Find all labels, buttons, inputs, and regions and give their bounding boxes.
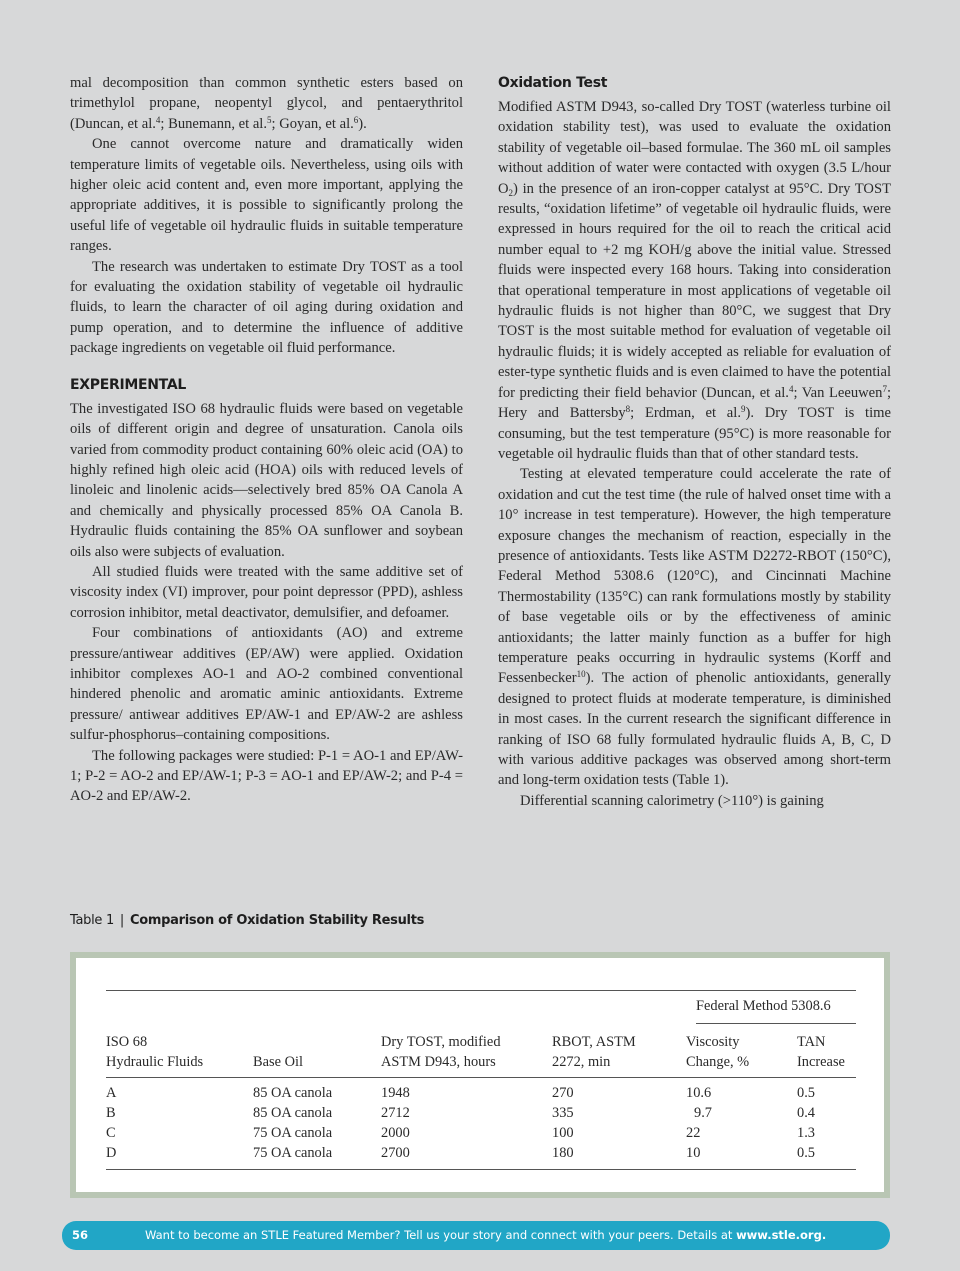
table-bottom-rule bbox=[106, 1169, 856, 1170]
table-row: C 75 OA canola 2000 100 22 1.3 bbox=[106, 1125, 815, 1141]
table-header-cell: ISO 68 Hydraulic Fluids bbox=[106, 1034, 204, 1070]
right-column bbox=[498, 73, 891, 811]
table-frame bbox=[70, 952, 890, 1198]
table-header-cell: Base Oil bbox=[253, 1054, 303, 1070]
left-paragraph-4: The investigated ISO 68 hydraulic fluids were based on vegetable oils of different origin and degree of unsaturation. Canola oils varied from commodity product containing 60% oleic acid (OA) to highly refined high oleic acid (HOA) oils with reduced levels of linoleic and linolenic acids—selectively bred 85% OA Canola A and chemically and physically processed 85% OA Canola B. Hydraulic fluids containing the 85% OA sunflower and soybean oils also were subjects of evaluation. bbox=[70, 400, 463, 560]
table-header-cell: Viscosity Change, % bbox=[686, 1034, 750, 1070]
right-paragraph-1: Modified ASTM D943, so-called Dry TOST (waterless turbine oil oxidation stability test), was used to evaluate the oxidation stability of vegetable oil–based formulae. The 360 mL oil samples without addition of water were contacted with oxygen (3.5 L/hour $O_2$) in the presence of an iron-copper catalyst at 95°C. Dry TOST results, “oxidation lifetime” of vegetable oil hydraulic fluids, were expressed in hours required for the oil to reach the critical acid number equal to +2 mg KOH/g above the initial value. Stressed fluids were inspected every 168 hours. Taking into consideration that operational temperature in most applications of vegetable oil hydraulic fluids is not higher than 80°C, we suggest that Dry TOST is the most suitable method for evaluation of vegetable oil hydraulic fluids; it is widely accepted as reliable for evaluation of ester-type synthetic fluids and is even claimed to have the potential for predicting their field behavior (Duncan, et al.$^4$; Van Leeuwen$^7$; Hery and Battersby$^8$; Erdman, et al.$^9$). Dry TOST is time consuming, but the test temperature (95°C) is more reasonable for vegetable oil hydraulic fluids than that of other standard tests. bbox=[498, 99, 891, 462]
footer-link[interactable]: www.stle.org. bbox=[736, 1228, 827, 1242]
footer-bar bbox=[62, 1221, 890, 1250]
table-title: Comparison of Oxidation Stability Results bbox=[130, 913, 425, 928]
table-header-cell: RBOT, ASTM 2272, min bbox=[552, 1034, 636, 1070]
page-number: 56 bbox=[72, 1228, 89, 1242]
table-header-cell: Dry TOST, modified ASTM D943, hours bbox=[381, 1034, 501, 1070]
table-top-rule bbox=[106, 990, 856, 991]
table-header-cell: TAN Increase bbox=[797, 1034, 845, 1070]
right-paragraph-3: Differential scanning calorimetry (>110°) is gaining bbox=[520, 792, 824, 809]
caption-separator: | bbox=[119, 913, 125, 928]
section-heading-experimental: EXPERIMENTAL bbox=[70, 376, 187, 393]
table-label: Table 1 bbox=[70, 913, 114, 928]
left-paragraph-3: The research was undertaken to estimate Dry TOST as a tool for evaluating the oxidation stability of vegetable oil hydraulic fluids, to learn the character of oil aging during oxidation and pump operation, and to determine the influence of additive package ingredients on vegetable oil fluid performance. bbox=[70, 258, 463, 357]
table-header-rule bbox=[106, 1077, 856, 1078]
right-paragraph-2: Testing at elevated temperature could accelerate the rate of oxidation and cut the test time (the rule of halved onset time with a 10° increase in test temperature). However, the high temperature exposure changes the mechanism of reaction, especially in the presence of antioxidants. Tests like ASTM D2272-RBOT (150°C), Federal Method 5308.6 (120°C), and Cincinnati Machine Thermostability (135°C) can rank formulations mostly by stability of base vegetable oils or by the effectiveness of aminic antioxidants; the latter mainly function as a buffer for high temperature peaks occurring in hydraulic systems (Korff and Fessenbecker$^{10}$). The action of phenolic antioxidants, generally designed to protect fluids at moderate temperature, is diminished in most cases. In the current research the significant difference in ranking of ISO 68 fully formulated hydraulic fluids A, B, C, D with various additive packages was observed among short-term and long-term oxidation tests (Table 1). bbox=[498, 466, 891, 789]
table-row: A 85 OA canola 1948 270 10.6 0.5 bbox=[106, 1085, 815, 1101]
table-row: D 75 OA canola 2700 180 10 0.5 bbox=[106, 1145, 815, 1161]
left-column bbox=[70, 73, 463, 807]
left-paragraph-5: All studied fluids were treated with the same additive set of viscosity index (VI) improver, pour point depressor (PPD), ashless corrosion inhibitor, metal deactivator, demulsifier, and defoamer. bbox=[70, 563, 463, 621]
table-caption bbox=[70, 913, 424, 928]
table-group-rule bbox=[696, 1023, 856, 1024]
left-paragraph-6: Four combinations of antioxidants (AO) and extreme pressure/antiwear additives (EP/AW) were applied. Oxidation inhibitor complexes AO-1 and AO-2 combined conventional hindered phenolic and aromatic aminic antioxidants. Extreme pressure/ antiwear additives EP/AW-1 and EP/AW-2 are ashless sulfur-phosphorus–containing compositions. bbox=[70, 625, 463, 744]
table-row: B 85 OA canola 2712 335 9.7 0.4 bbox=[106, 1105, 815, 1121]
table-group-header: Federal Method 5308.6 bbox=[696, 998, 831, 1014]
left-paragraph-7: The following packages were studied: P-1 = AO-1 and EP/AW-1; P-2 = AO-2 and EP/AW-1; P-3 = AO-1 and EP/AW-2; and P-4 = AO-2 and EP/AW-2. bbox=[70, 747, 463, 805]
left-paragraph-1: mal decomposition than common synthetic esters based on trimethylol propane, neopentyl glycol, and pentaerythritol (Duncan, et al.$^4$; Bunemann, et al.$^5$; Goyan, et al.$^6$). bbox=[70, 75, 463, 132]
footer-text: Want to become an STLE Featured Member? Tell us your story and connect with your peers. Details at www.stle.org. bbox=[145, 1228, 827, 1242]
left-paragraph-2: One cannot overcome nature and dramatically widen temperature limits of vegetable oils. Nevertheless, using oils with higher oleic acid content and, even more important, applying the appropriate additives, it is possible to significantly prolong the useful life of vegetable oil hydraulic fluids in suitable temperature ranges. bbox=[70, 136, 463, 255]
section-heading-oxidation-test: Oxidation Test bbox=[498, 75, 608, 91]
